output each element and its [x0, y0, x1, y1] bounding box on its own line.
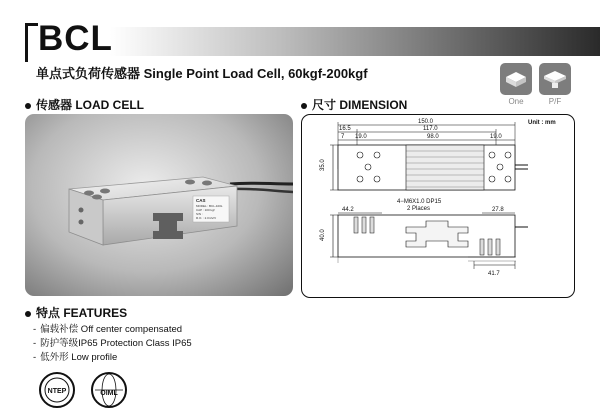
- photo-label-line: MODEL : BCL-100L: [196, 204, 223, 208]
- photo-label-line: CAS: [196, 198, 206, 203]
- dimension-drawing-panel: [301, 114, 575, 298]
- bullet-icon: [301, 103, 307, 109]
- thread-note-places: 2 Places: [407, 206, 431, 212]
- dim-117: 117.0: [423, 126, 438, 132]
- oiml-seal-icon: [90, 371, 128, 409]
- dim-40: 40.0: [320, 229, 326, 241]
- one-face-icon: [500, 63, 532, 95]
- dim-44-2: 44.2: [342, 207, 354, 213]
- photo-label-line: CAP : 100 kgf: [196, 208, 215, 212]
- feature-item: - 偏载补偿 Off center compensated: [33, 324, 183, 335]
- load-cell-photo: [25, 114, 293, 296]
- unit-label: Unit : mm: [528, 120, 556, 126]
- header-bracket: [25, 23, 38, 62]
- bullet-icon: [25, 103, 31, 109]
- dim-7: 7: [341, 134, 345, 140]
- platform-icon: [539, 63, 571, 95]
- bullet-icon: [25, 311, 31, 317]
- section-title-load-cell: 传感器 LOAD CELL: [25, 96, 144, 113]
- dimension-drawing: [302, 115, 574, 297]
- feature-item: - 低外形 Low profile: [33, 352, 118, 363]
- thread-note: 4−M6X1.0 DP15: [397, 199, 442, 205]
- dim-35: 35.0: [320, 159, 326, 171]
- section-title-features: 特点 FEATURES: [25, 304, 127, 321]
- dim-19-left: 19.0: [355, 134, 367, 140]
- load-cell-illustration: [25, 114, 293, 296]
- feature-item: - 防护等级IP65 Protection Class IP65: [33, 338, 192, 349]
- section-title-dimension: 尺寸 DIMENSION: [301, 96, 407, 113]
- badge-label-pf: P/F: [548, 97, 562, 106]
- model-name: BCL: [38, 19, 113, 58]
- dim-98: 98.0: [427, 134, 439, 140]
- header-gradient: [110, 27, 600, 56]
- dim-27-8: 27.8: [492, 207, 504, 213]
- ntep-seal-icon: [38, 371, 76, 409]
- ntep-seal-text: NTEP: [47, 388, 67, 395]
- dim-total-length: 150.0: [418, 119, 434, 125]
- photo-label-line: S/N :: [196, 212, 203, 216]
- oiml-seal-text: OIML: [100, 390, 118, 397]
- dim-16-5: 16.5: [339, 126, 351, 132]
- dash-icon: -: [33, 352, 37, 363]
- product-subtitle: 单点式负荷传感器 Single Point Load Cell, 60kgf-200kgf: [36, 66, 368, 81]
- badge-label-one: One: [508, 97, 524, 106]
- photo-label-line: R.O. : 2.0mV/V: [196, 216, 217, 220]
- dim-19-right: 19.0: [490, 134, 502, 140]
- dash-icon: -: [33, 324, 37, 335]
- dim-41-7: 41.7: [488, 271, 500, 277]
- dash-icon: -: [33, 338, 37, 349]
